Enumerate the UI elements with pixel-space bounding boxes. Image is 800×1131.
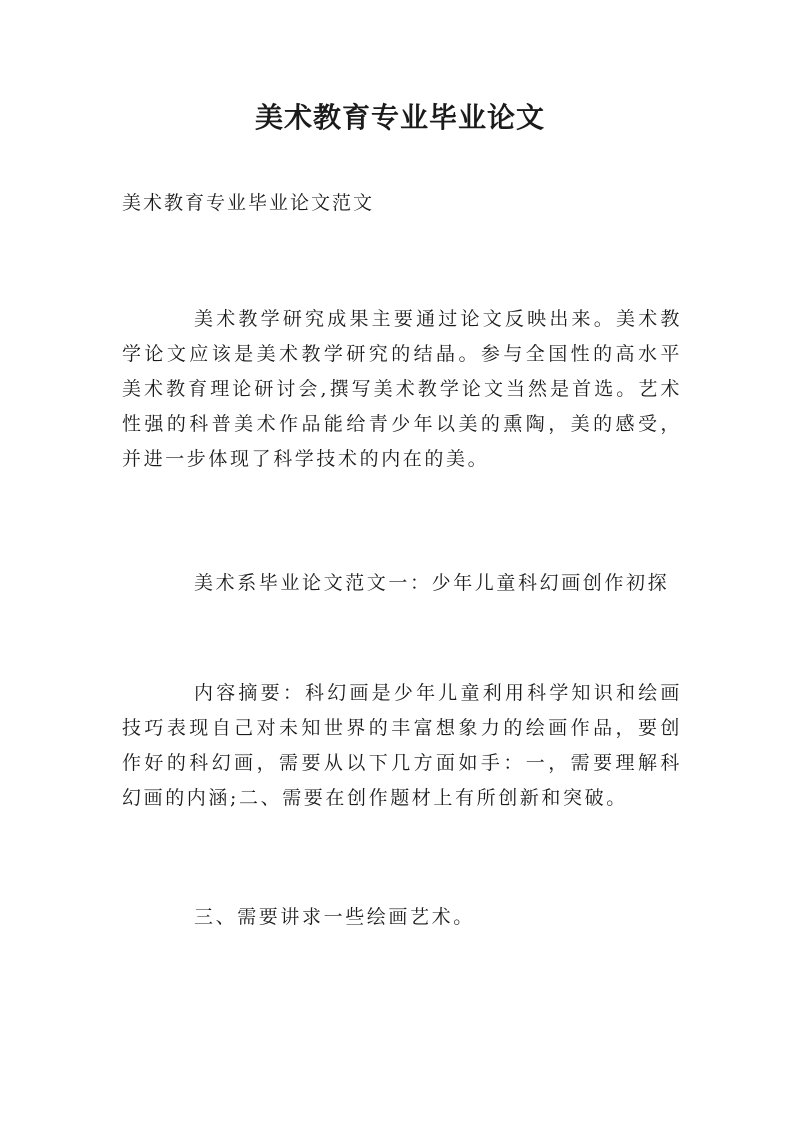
- section-heading: 美术系毕业论文范文一：少年儿童科幻画创作初探: [194, 572, 670, 594]
- list-item-paragraph: 三、需要讲求一些绘画艺术。: [194, 906, 475, 928]
- document-subtitle: 美术教育专业毕业论文范文: [122, 192, 375, 214]
- document-title: 美术教育专业毕业论文: [254, 101, 545, 134]
- intro-paragraph: 美术教学研究成果主要通过论文反映出来。美术教学论文应该是美术教学研究的结晶。参与全国性的高水平美术教育理论研讨会,撰写美术教学论文当然是首选。艺术性强的科普美术作品能给青少年以美的熏陶，美的感受，并进一步体现了科学技术的内在的美。: [122, 308, 682, 470]
- abstract-paragraph: 内容摘要：科幻画是少年儿童利用科学知识和绘画技巧表现自己对未知世界的丰富想象力的绘画作品，要创作好的科幻画，需要从以下几方面如手：一，需要理解科幻画的内涵;二、需要在创作题材上有所创新和突破。: [122, 682, 682, 809]
